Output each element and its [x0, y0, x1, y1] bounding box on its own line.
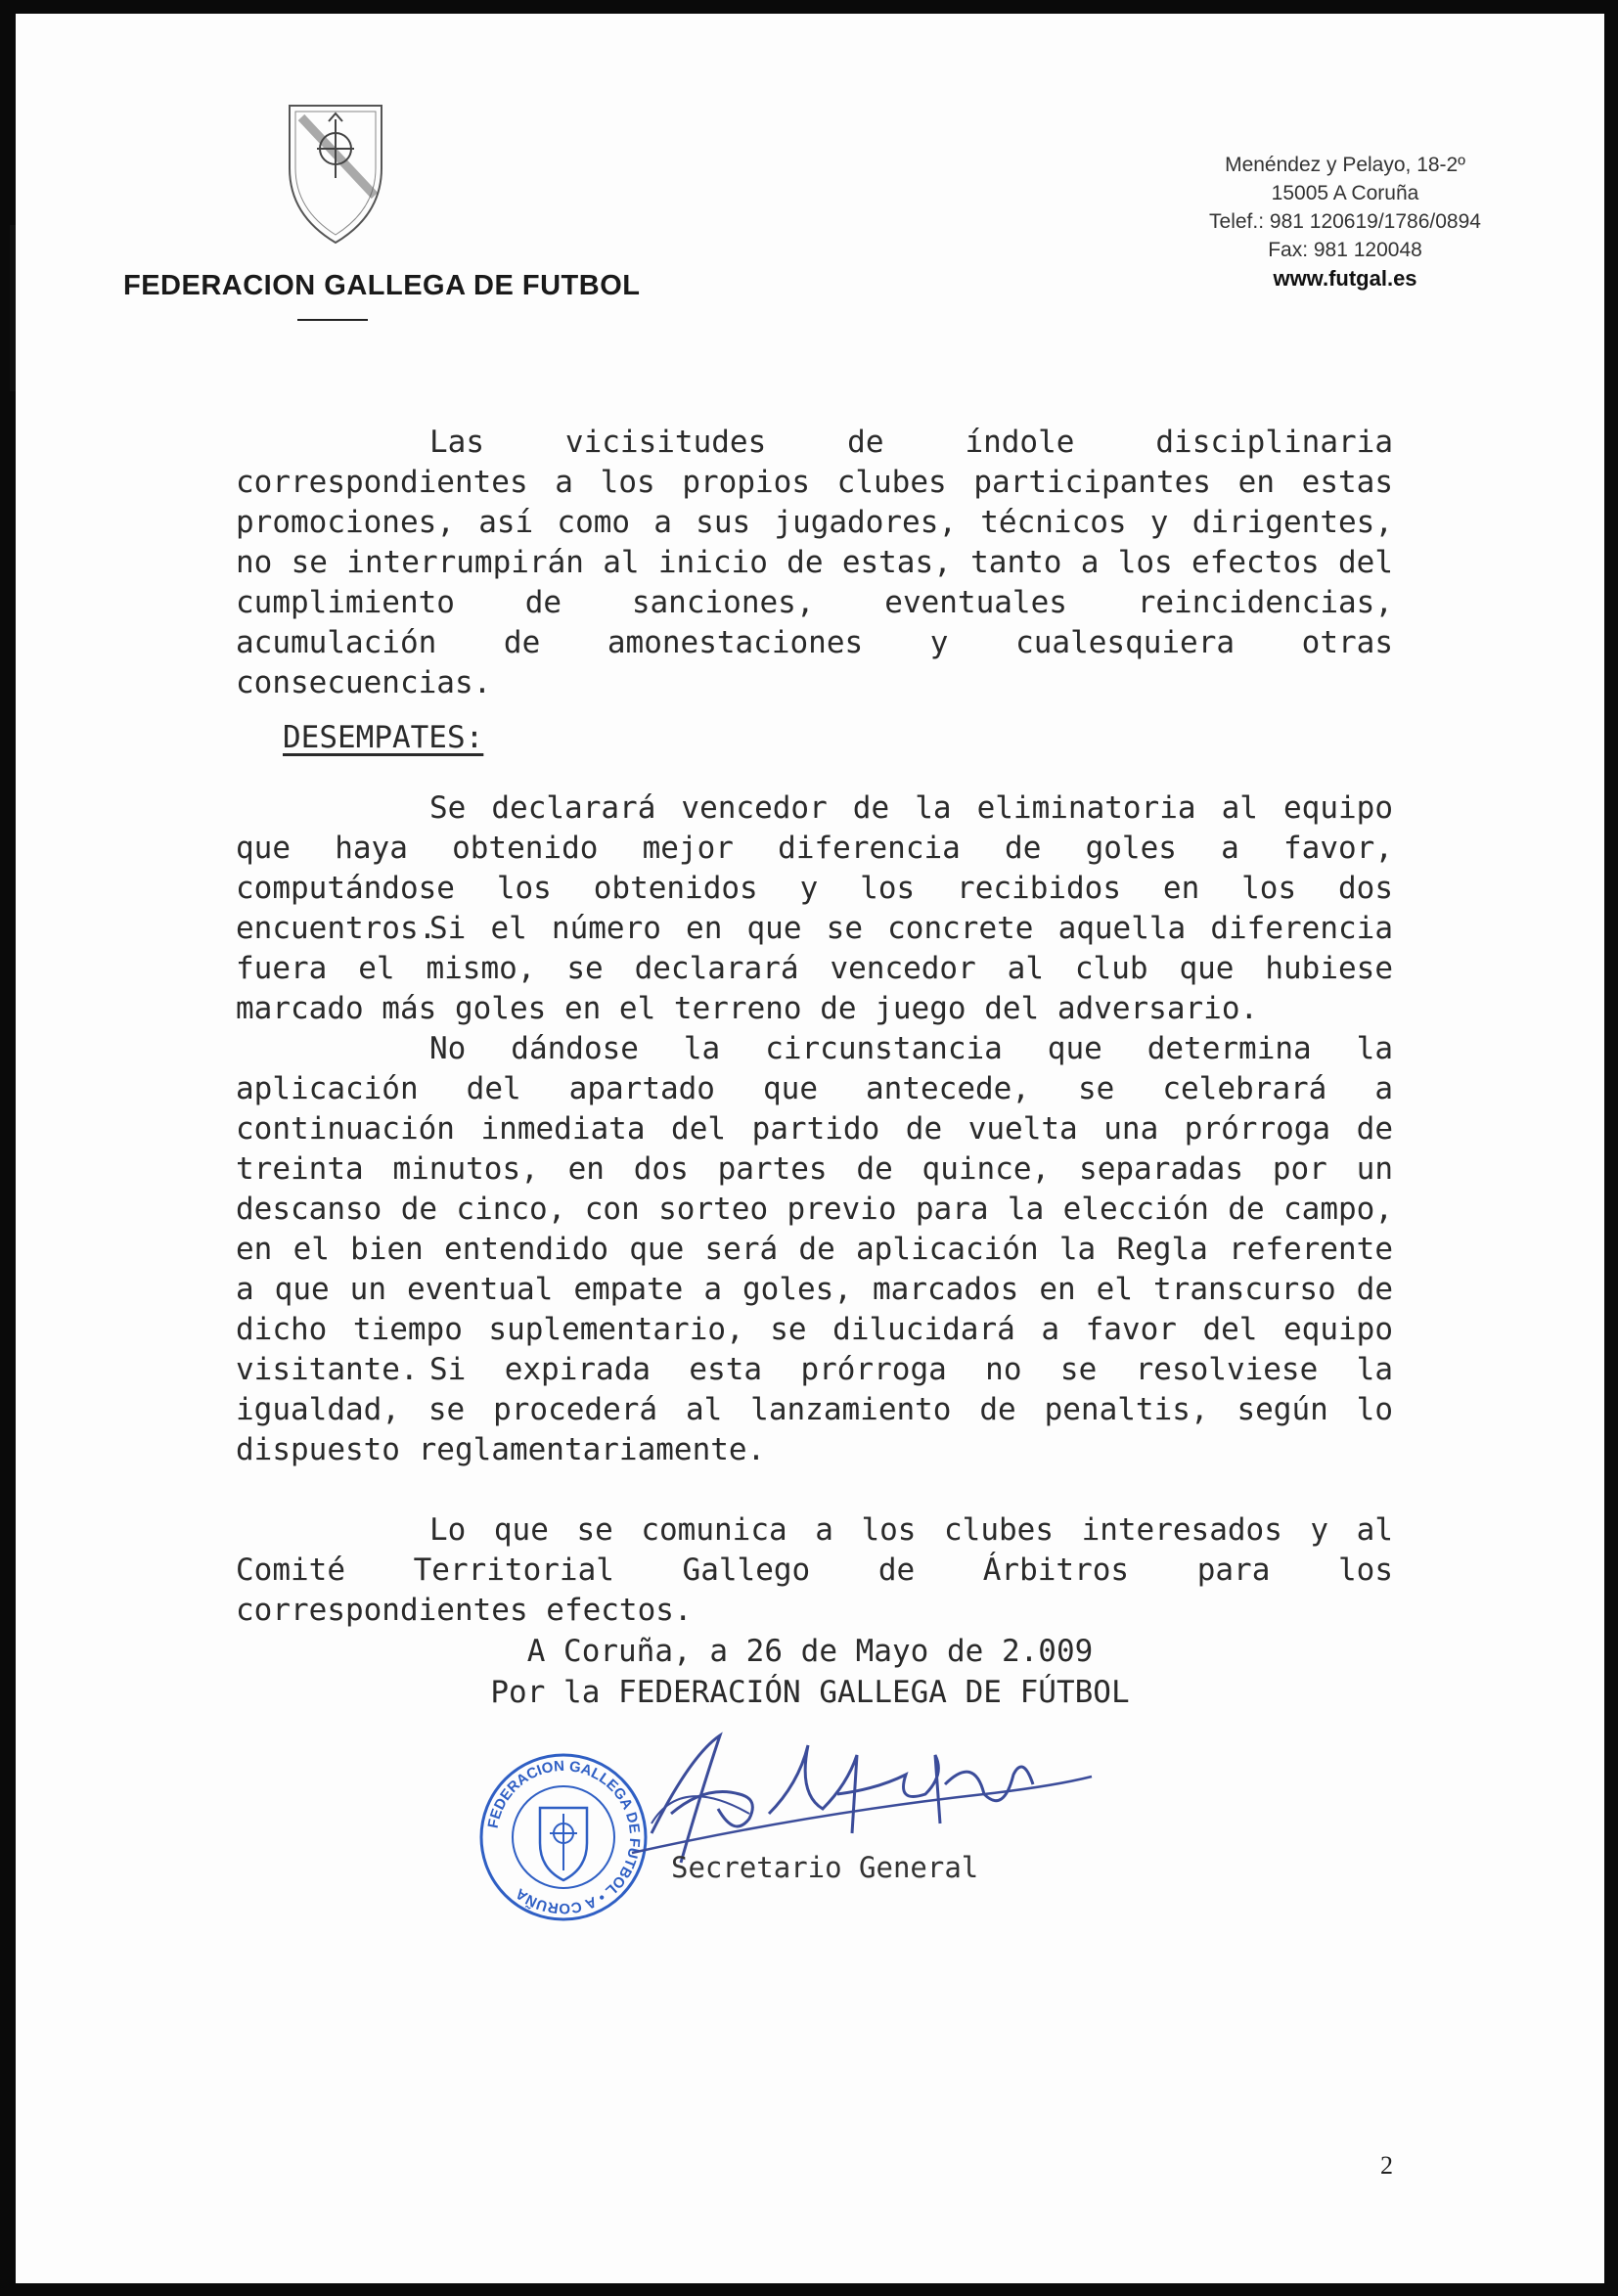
address-line-2: 15005 A Coruña	[1271, 182, 1419, 204]
address-line-1: Menéndez y Pelayo, 18-2º	[1225, 154, 1465, 176]
website-link[interactable]: www.futgal.es	[1273, 266, 1417, 291]
signed-by-prefix: Por la	[490, 1675, 619, 1710]
organization-name: FEDERACION GALLEGA DE FUTBOL	[123, 270, 641, 301]
section-heading-desempates: DESEMPATES:	[283, 720, 484, 755]
paragraph-extra-time: No dándose la circunstancia que determina la aplicación del apartado que antecede, se celebrará a continuación inmediata del partido de vuelta una prórroga de treinta minutos, en dos partes de quince, separadas por un descanso de cinco, con sorteo previo para la elección de campo, en el bien entendido que será de aplicación la Regla referente a que un eventual empate a goles, marcados en el transcurso de dicho tiempo suplementario, se dilucidará a favor del equipo visitante.	[236, 1031, 1393, 1387]
organization-underline	[297, 319, 368, 321]
paragraph-away-goals: Si el número en que se concrete aquella diferencia fuera el mismo, se declarará vencedor al club que hubiese marcado más goles en el terreno de juego del adversario.	[236, 911, 1393, 1026]
place-and-date: A Coruña, a 26 de Mayo de 2.009	[526, 1634, 1094, 1669]
federation-crest-logo	[282, 100, 389, 247]
paragraph-penalties: Si expirada esta prórroga no se resolviese la igualdad, se procederá al lanzamiento de penaltis, según lo dispuesto reglamentariamente.	[236, 1352, 1393, 1467]
paragraph-disciplinary: Las vicisitudes de índole disciplinaria correspondientes a los propios clubes participantes en estas promociones, así como a sus jugadores, técnicos y dirigentes, no se interrumpirán al inicio de estas, tanto a los efectos del cumplimiento de sanciones, eventuales reincidencias, acumulación de amonestaciones y cualesquiera otras consecuencias.	[236, 425, 1393, 700]
signed-by-organization: FEDERACIÓN GALLEGA DE FÚTBOL	[618, 1675, 1130, 1710]
phone-line: Telef.: 981 120619/1786/0894	[1209, 210, 1481, 233]
signer-title: Secretario General	[671, 1851, 979, 1884]
address-block	[1169, 151, 1521, 293]
stamp-text: FEDERACION GALLEGA DE FUTBOL • A CORUÑA	[484, 1757, 644, 1917]
document-page	[16, 14, 1604, 2283]
fax-line: Fax: 981 120048	[1268, 239, 1422, 261]
page-number: 2	[1380, 2151, 1393, 2180]
signed-by-line	[16, 1675, 1604, 1710]
paragraph-communication: Lo que se comunica a los clubes interesados y al Comité Territorial Gallego de Árbitros para los correspondientes efectos.	[236, 1512, 1393, 1628]
paragraph-goal-difference: Se declarará vencedor de la eliminatoria al equipo que haya obtenido mejor diferencia de goles a favor, computándose los obtenidos y los recibidos en los dos encuentros.	[236, 790, 1393, 946]
